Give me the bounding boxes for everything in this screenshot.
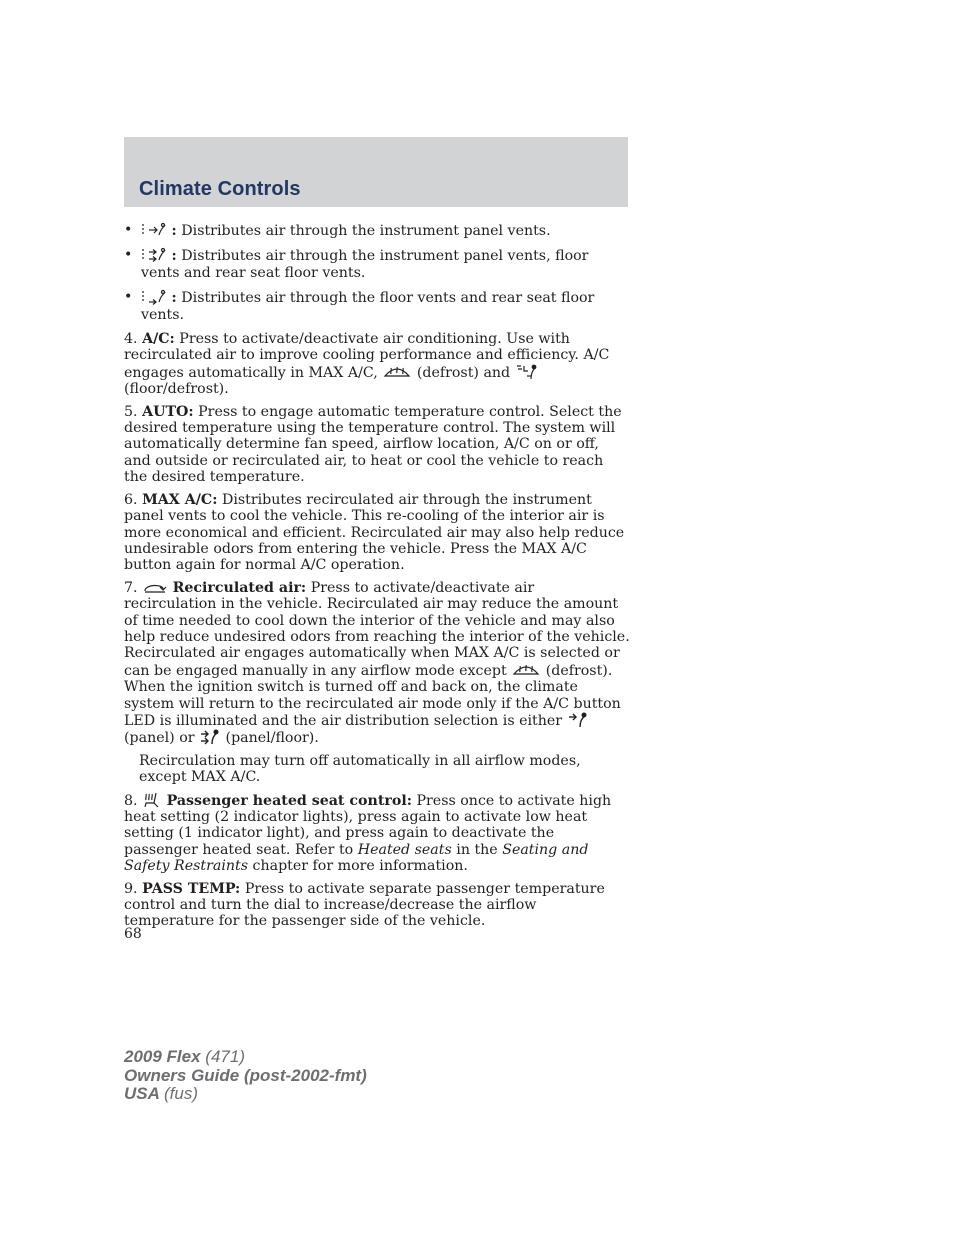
list-item: • : Distributes air through the floor vents and rear seat floor vents. [124,289,595,323]
list-item: • : Distributes air through the instrument panel vents, floor vents and rear seat floor vents. [124,247,589,281]
header-band [124,137,628,207]
panel-vent-mode-icon [141,222,167,238]
item-recirculated-air: 7. Recirculated air: Press to activate/deactivate air recirculation in the vehicle. Recirculated air may reduce the amount of time needed to cool down the interior of the vehicle and may also help reduce undesired odors from reaching the interior of the vehicle. Recirculated air engages automatically when MAX A/C is selected or can be engaged manually in any airflow mode except (defrost). When the ignition switch is turned off and back on, the climate system will return to the recirculated air mode only if the A/C button LED is illuminated and the air distribution selection is either (panel) or (panel/floor). [124,579,630,747]
panel-mode-icon [567,712,589,728]
item-auto: 5. AUTO: Press to engage automatic temperature control. Select the desired temperature using the temperature control. The system will automatically determine fan speed, airflow location, A/C on or off, and outside or recirculated air, to heat or cool the vehicle to reach the desired temperature. [124,403,622,486]
document-footer: 2009 Flex (471) Owners Guide (post-2002-fmt) USA (fus) [124,1047,367,1103]
body-content [124,222,630,936]
defrost-icon [511,662,541,678]
panel-floor-mode-icon [199,729,221,745]
item-passenger-heated-seat: 8. Passenger heated seat control: Press once to activate high heat setting (2 indicator lights), press again to activate low heat setting (1 indicator light), and press again to deactivate the passenger heated seat. Refer to Heated seats in the Seating and Safety Restraints chapter for more information. [124,792,612,875]
page-number: 68 [124,926,142,942]
panel-floor-vent-mode-icon [141,247,167,263]
defrost-icon [382,364,412,380]
floor-vent-mode-icon [141,289,167,305]
item-max-ac: 6. MAX A/C: Distributes recirculated air through the instrument panel vents to cool the vehicle. This re-cooling of the interior air is more economical and efficient. Recirculated air may also help reduce undesirable odors from entering the vehicle. Press the MAX A/C button again for normal A/C operation. [124,491,625,574]
list-item: • : Distributes air through the instrument panel vents. [124,222,551,239]
heated-seat-icon [142,792,162,808]
recirculation-note: Recirculation may turn off automatically in all airflow modes, except MAX A/C. [139,752,581,786]
recirculation-icon [142,581,168,595]
page-title: Climate Controls [139,178,301,200]
item-pass-temp: 9. PASS TEMP: Press to activate separate passenger temperature control and turn the dial to increase/decrease the airflow temperature for the passenger side of the vehicle. [124,880,605,930]
item-ac: 4. A/C: Press to activate/deactivate air conditioning. Use with recirculated air to improve cooling performance and efficiency. A/C engages automatically in MAX A/C, (defrost) and (floor/defrost). [124,331,610,398]
floor-defrost-icon [515,364,537,380]
